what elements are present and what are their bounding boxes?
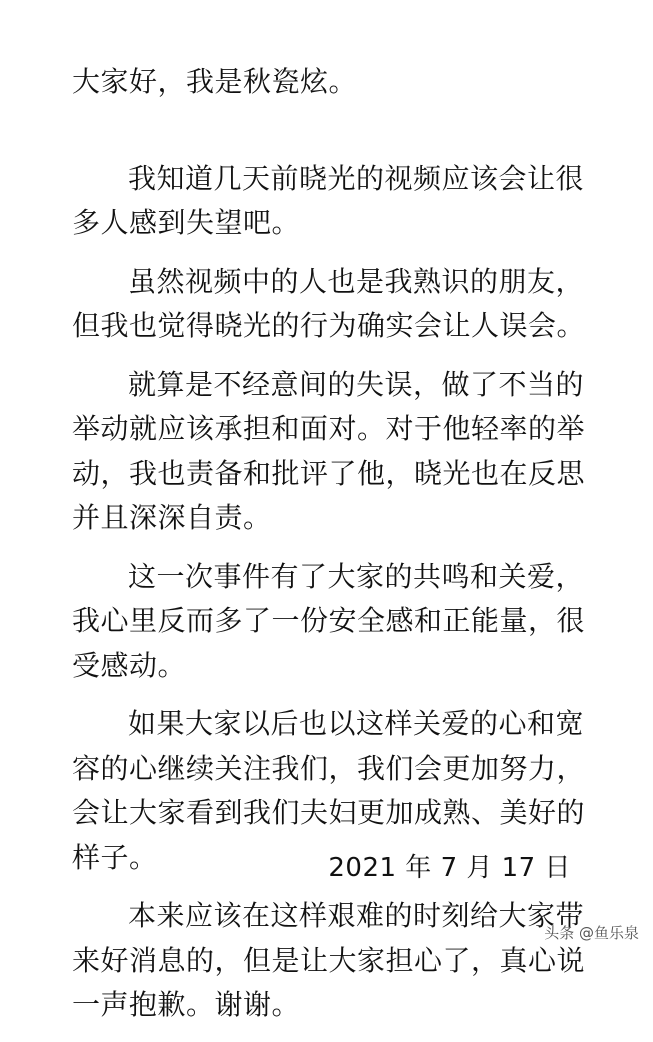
watermark-text: 头条 @鱼乐泉: [544, 924, 639, 942]
letter-date: 2021 年 7 月 17 日: [328, 853, 571, 883]
letter-body: [72, 60, 592, 1042]
letter-paragraph: 就算是不经意间的失误，做了不当的举动就应该承担和面对。对于他轻率的举动，我也责备和批评了他，晓光也在反思并且深深自责。: [72, 367, 586, 534]
letter-paragraph: 这一次事件有了大家的共鸣和关爱，我心里反而多了一份安全感和正能量，很受感动。: [72, 559, 586, 682]
letter-paragraph: 虽然视频中的人也是我熟识的朋友，但我也觉得晓光的行为确实会让人误会。: [72, 264, 586, 342]
letter-paragraph: 我知道几天前晓光的视频应该会让很多人感到失望吧。: [72, 161, 585, 239]
letter-paragraph: 本来应该在这样艰难的时刻给大家带来好消息的，但是让大家担心了，真心说一声抱歉。谢谢。: [72, 899, 586, 1021]
greeting-line: 大家好，我是秋瓷炫。: [72, 65, 358, 98]
letter-paragraph: 如果大家以后也以这样关爱的心和宽容的心继续关注我们，我们会更加努力，会让大家看到我们夫妇更加成熟、美好的样子。: [72, 707, 586, 874]
